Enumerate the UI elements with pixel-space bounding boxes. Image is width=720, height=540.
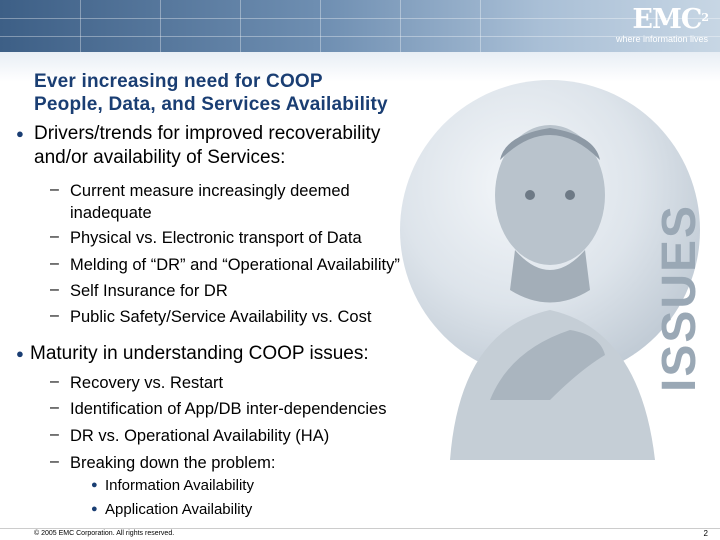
sub-sub-item: Information Availability — [105, 477, 254, 494]
sub-item: Melding of “DR” and “Operational Availability” — [70, 256, 400, 274]
dash-icon: – — [50, 373, 59, 390]
sub-item: Current measure increasingly deemed — [70, 182, 350, 200]
dash-icon: – — [50, 255, 59, 272]
bullet-dot-icon: ● — [16, 126, 24, 141]
sub-item: Breaking down the problem: — [70, 454, 276, 472]
page-number: 2 — [703, 529, 708, 538]
title-line-1: Ever increasing need for COOP — [34, 71, 323, 92]
logo-name: EMC — [632, 4, 702, 35]
sub-item: Public Safety/Service Availability vs. Cost — [70, 308, 372, 326]
issues-side-label: ISSUES — [653, 203, 706, 392]
dash-icon: – — [50, 181, 59, 198]
dash-icon: – — [50, 399, 59, 416]
sub-item: DR vs. Operational Availability (HA) — [70, 427, 330, 445]
sub-item: Identification of App/DB inter-dependencies — [70, 400, 387, 418]
header-banner — [0, 0, 720, 52]
title-line-2: People, Data, and Services Availability — [34, 94, 388, 115]
bullet-2-label: Maturity in understanding COOP issues: — [30, 343, 369, 364]
sub-item: Self Insurance for DR — [70, 282, 228, 300]
sub-sub-item: Application Availability — [105, 501, 253, 518]
dash-icon: – — [50, 228, 59, 245]
portrait-image — [430, 100, 670, 460]
dash-icon: – — [50, 281, 59, 298]
bullet-dot-icon: ● — [91, 503, 98, 515]
sub-item-continuation: inadequate — [70, 204, 152, 222]
emc-logo — [616, 6, 708, 44]
sub-item: Physical vs. Electronic transport of Data — [70, 229, 362, 247]
dash-icon: – — [50, 453, 59, 470]
logo-tagline: where information lives — [615, 34, 708, 44]
bullet-1-line-2: and/or availability of Services: — [34, 147, 286, 168]
slide-title — [34, 70, 388, 116]
bullet-dot-icon: ● — [16, 346, 24, 361]
bullet-dot-icon: ● — [91, 479, 98, 491]
sub-item: Recovery vs. Restart — [70, 374, 224, 392]
copyright-text: © 2005 EMC Corporation. All rights reserved. — [34, 530, 175, 537]
dash-icon: – — [50, 307, 59, 324]
bullet-1-line-1: Drivers/trends for improved recoverability — [34, 123, 381, 144]
dash-icon: – — [50, 426, 59, 443]
logo-superscript: 2 — [701, 11, 708, 24]
footer-rule — [0, 528, 720, 529]
